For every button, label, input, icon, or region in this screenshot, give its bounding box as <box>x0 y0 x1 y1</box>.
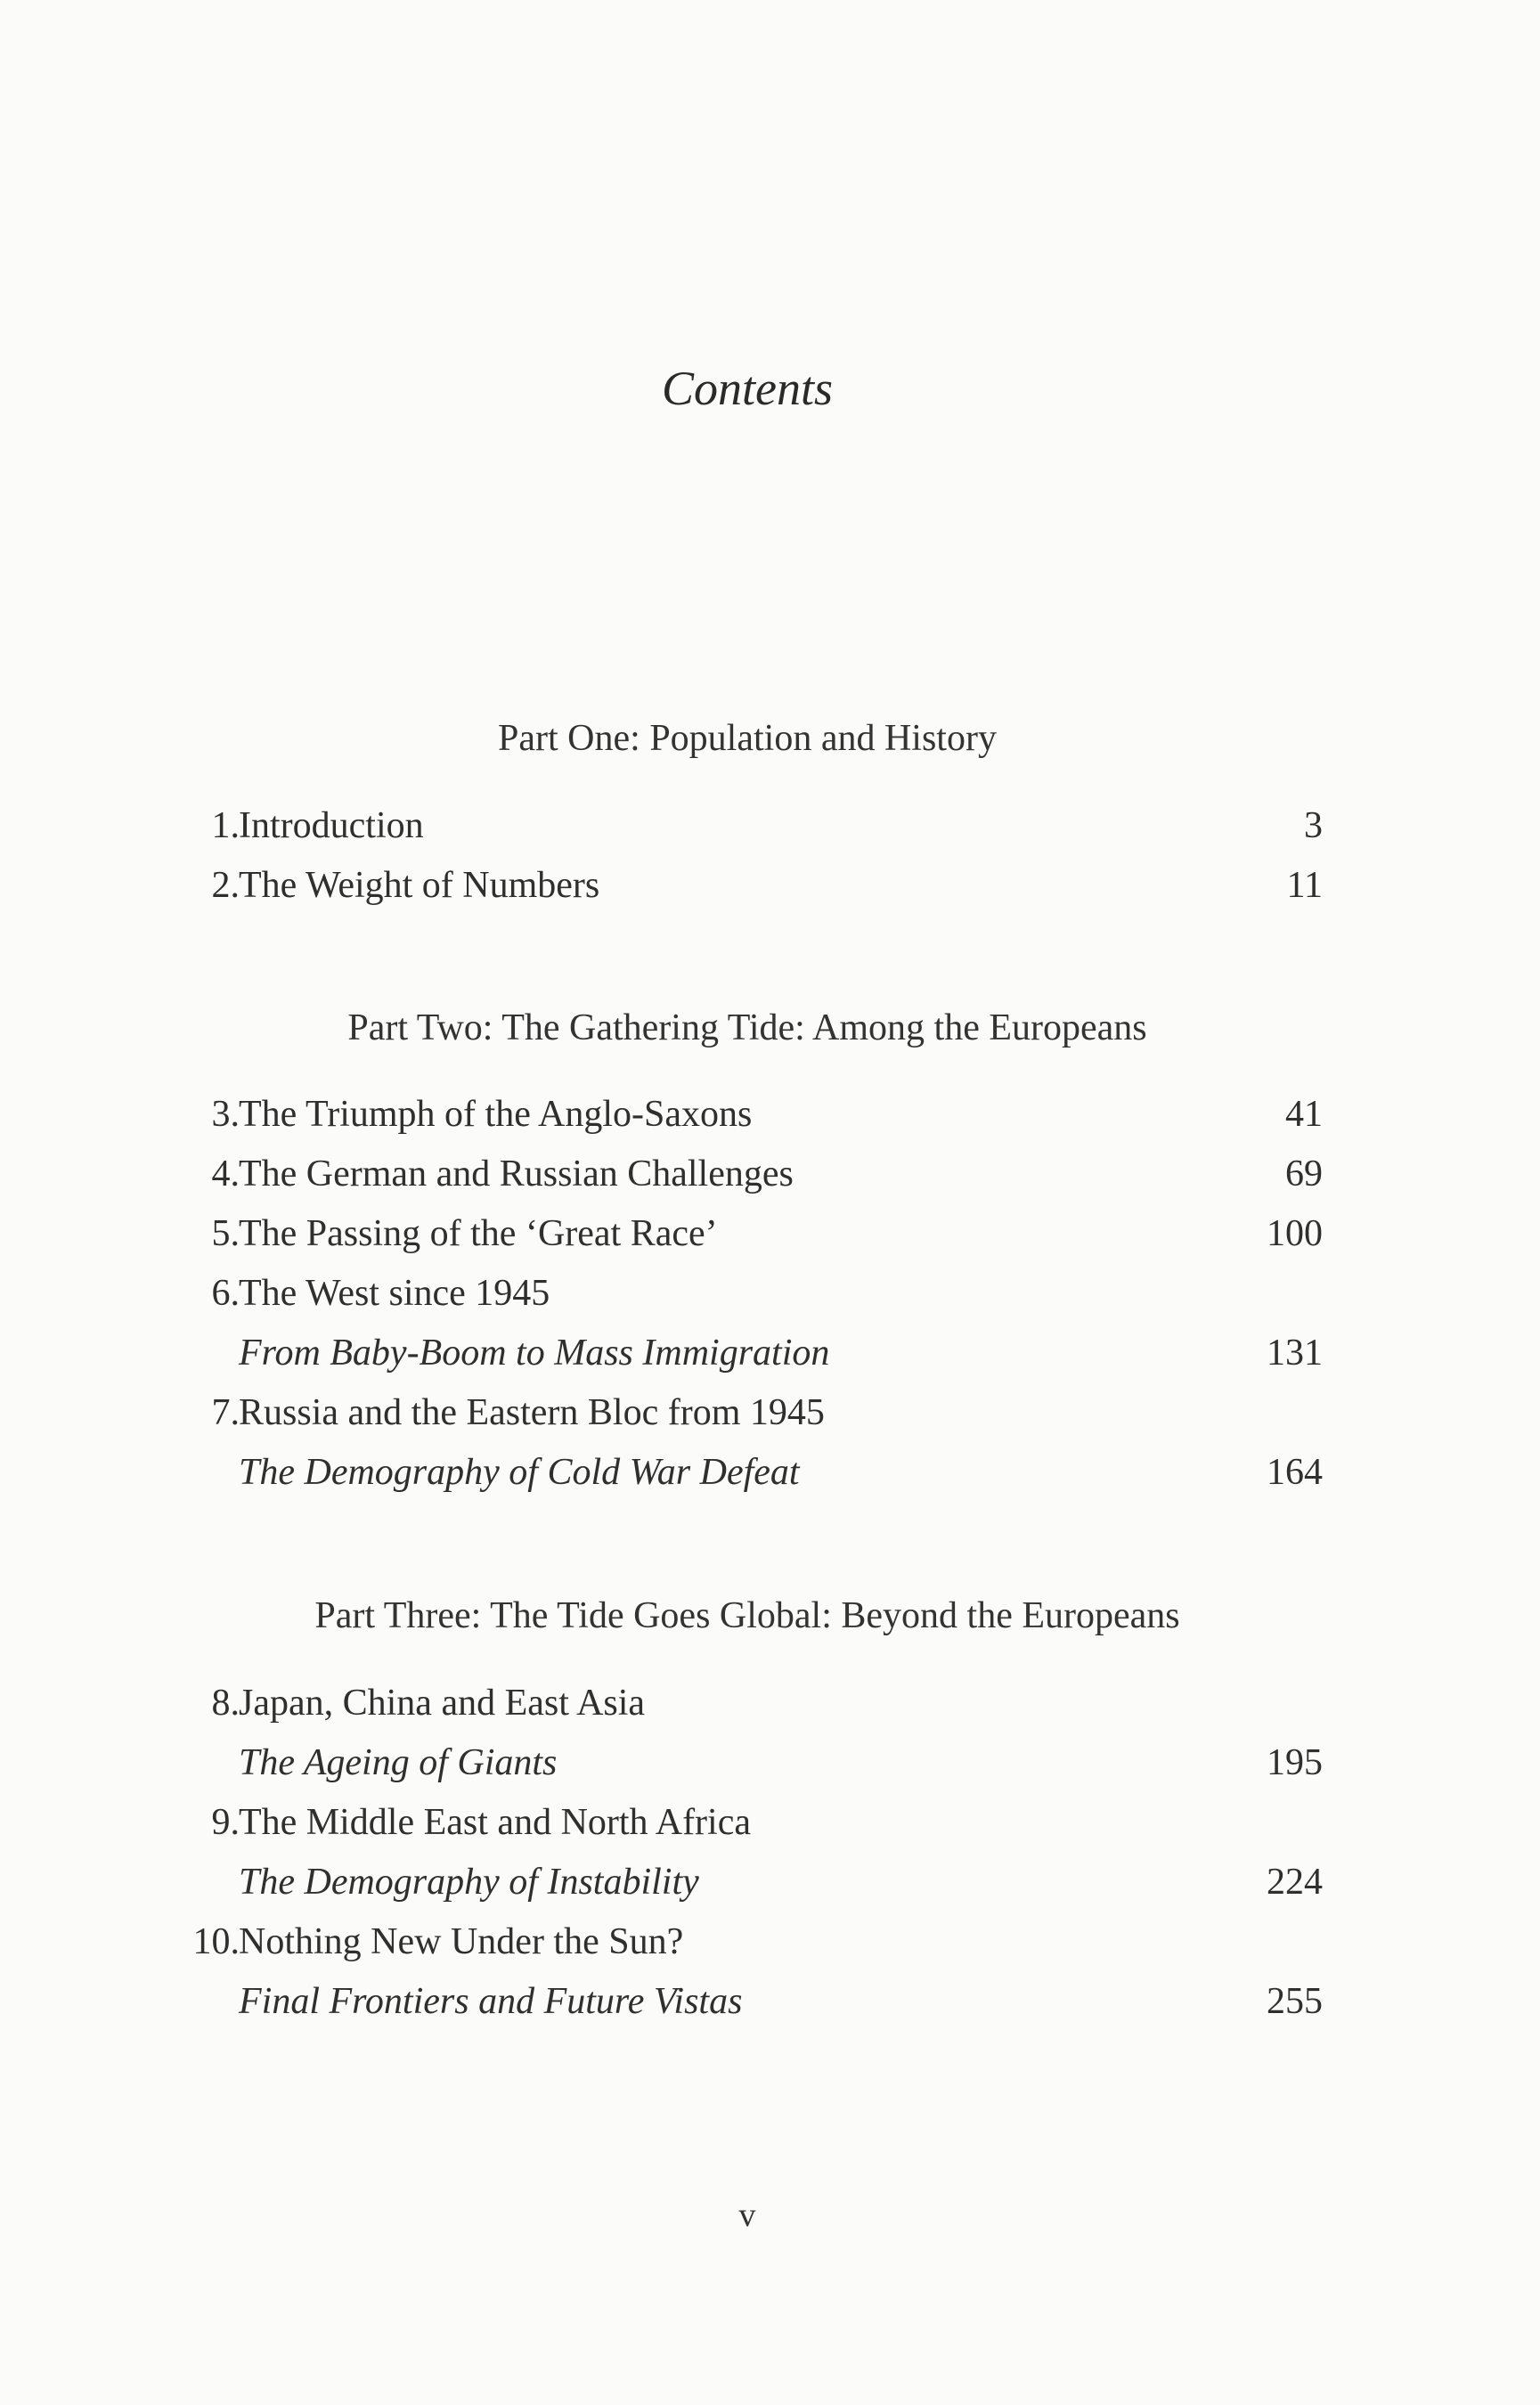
toc-entry[interactable] <box>0 1920 1540 1970</box>
chapter-number: 4. <box>211 1154 240 1194</box>
chapter-title: The West since 1945 <box>239 1273 550 1314</box>
toc-entry-subtitle[interactable] <box>0 1741 1540 1791</box>
chapter-number: 6. <box>211 1273 240 1314</box>
toc-entry[interactable] <box>0 1153 1540 1202</box>
page-number: 195 <box>1267 1742 1323 1783</box>
page-title: Contents <box>661 362 833 415</box>
toc-entry[interactable] <box>0 1801 1540 1851</box>
toc-entry[interactable] <box>0 1682 1540 1732</box>
chapter-title: The Weight of Numbers <box>239 865 600 906</box>
chapter-subtitle: Final Frontiers and Future Vistas <box>239 1981 743 2022</box>
toc-entry-subtitle[interactable] <box>0 1332 1540 1382</box>
toc-entry[interactable] <box>0 804 1540 854</box>
chapter-title: Japan, China and East Asia <box>239 1683 646 1724</box>
chapter-number: 10. <box>192 1921 240 1962</box>
chapter-number: 5. <box>211 1213 240 1254</box>
toc-entry-subtitle[interactable] <box>0 1451 1540 1501</box>
toc-entry[interactable] <box>0 1093 1540 1143</box>
page-number: 224 <box>1267 1862 1323 1903</box>
chapter-number: 8. <box>211 1683 240 1724</box>
chapter-number: 7. <box>211 1392 240 1433</box>
chapter-title: Introduction <box>239 805 424 846</box>
page-number: 131 <box>1267 1333 1323 1374</box>
chapter-number: 3. <box>211 1094 240 1135</box>
toc-entry[interactable] <box>0 1391 1540 1441</box>
page-number: 164 <box>1267 1452 1323 1493</box>
page-number: 3 <box>1304 805 1323 846</box>
chapter-subtitle: The Ageing of Giants <box>239 1742 558 1783</box>
toc-entry-subtitle[interactable] <box>0 1861 1540 1911</box>
toc-entry-subtitle[interactable] <box>0 1980 1540 2030</box>
page-number: 11 <box>1286 865 1323 906</box>
part-heading: Part Three: The Tide Goes Global: Beyond the Europeans <box>314 1595 1180 1636</box>
part-heading: Part One: Population and History <box>498 718 997 759</box>
chapter-subtitle: The Demography of Instability <box>239 1862 699 1903</box>
chapter-title: The Middle East and North Africa <box>239 1802 751 1843</box>
page-number: 41 <box>1285 1094 1323 1135</box>
chapter-title: The German and Russian Challenges <box>239 1154 794 1194</box>
part-heading: Part Two: The Gathering Tide: Among the Europeans <box>347 1007 1147 1048</box>
toc-entry[interactable] <box>0 1272 1540 1322</box>
page-number: 255 <box>1267 1981 1323 2022</box>
chapter-subtitle: From Baby-Boom to Mass Immigration <box>239 1333 830 1374</box>
toc-entry[interactable] <box>0 1212 1540 1262</box>
chapter-number: 9. <box>211 1802 240 1843</box>
chapter-subtitle: The Demography of Cold War Defeat <box>239 1452 800 1493</box>
chapter-title: Nothing New Under the Sun? <box>239 1921 684 1962</box>
chapter-number: 2. <box>211 865 240 906</box>
page-number: 69 <box>1285 1154 1323 1194</box>
page-number: 100 <box>1267 1213 1323 1254</box>
chapter-title: The Passing of the ‘Great Race’ <box>239 1213 718 1254</box>
chapter-number: 1. <box>211 805 240 846</box>
chapter-title: Russia and the Eastern Bloc from 1945 <box>239 1392 825 1433</box>
chapter-title: The Triumph of the Anglo-Saxons <box>239 1094 753 1135</box>
folio-page-number: v <box>738 2197 756 2234</box>
toc-entry[interactable] <box>0 864 1540 914</box>
